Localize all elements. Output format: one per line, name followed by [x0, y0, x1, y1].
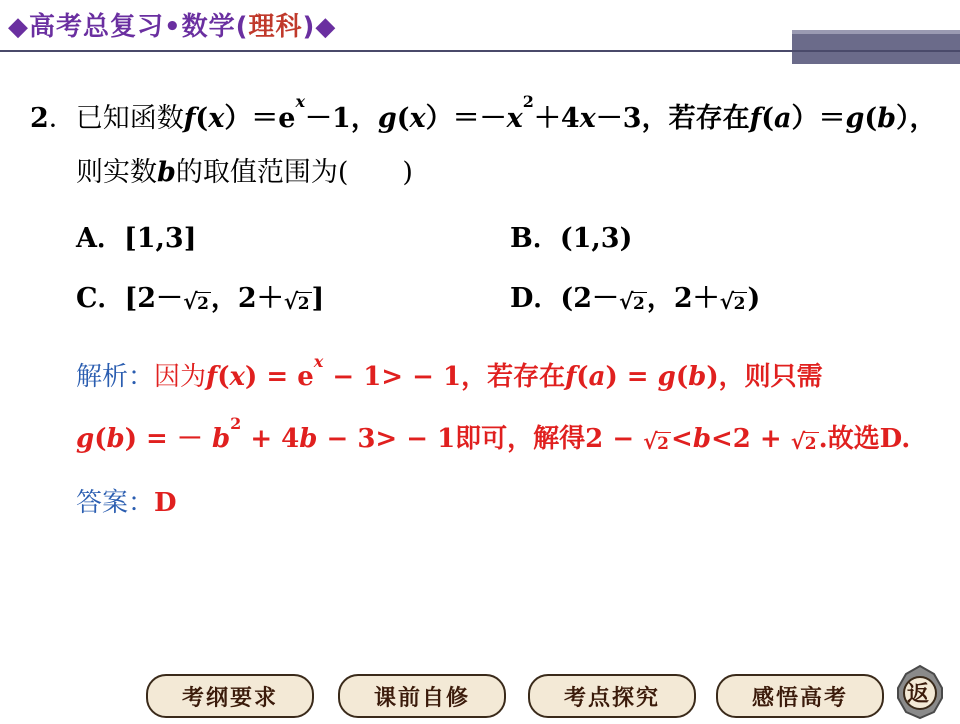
an2-a: ) = － [124, 424, 212, 454]
an1-e: )，则只需 [706, 362, 823, 392]
an1-a2: a [588, 362, 606, 392]
q-sq: 2 [522, 92, 534, 111]
option-c-rad1: 2 [197, 294, 209, 314]
option-c-pre: [2－ [124, 283, 184, 314]
q-exp: x [295, 92, 306, 111]
sqrt-symbol: √ 2 [790, 429, 817, 455]
answer-label: 答案： [76, 488, 155, 518]
option-d-mid: ，2＋ [646, 283, 720, 314]
an2-g: g [76, 424, 95, 454]
option-c[interactable] [76, 276, 324, 315]
an1-f: f [206, 362, 218, 392]
an1-a: 因为 [154, 362, 207, 392]
option-c-label: C． [76, 283, 125, 314]
q-x3: x [506, 103, 523, 134]
sqrt-symbol: √ 2 [618, 289, 645, 315]
back-button[interactable] [890, 664, 950, 720]
q-g: g [377, 103, 397, 134]
option-a[interactable] [76, 216, 196, 255]
sqrt-symbol: √ 2 [643, 429, 670, 455]
an2-sq: 2 [230, 414, 242, 433]
option-c-rad2: 2 [297, 294, 310, 314]
option-c-post: ] [311, 283, 325, 314]
nav-label-2: 课前自修 [373, 685, 470, 711]
option-d-rad1: 2 [632, 294, 645, 314]
an2-c: + 4 [241, 424, 300, 454]
q-mid: ）＝ [791, 103, 846, 134]
an2-b: b [106, 424, 125, 454]
an1-d: ) = [605, 362, 658, 392]
title-paren: 理科 [248, 12, 303, 42]
header-divider [0, 50, 960, 52]
q-a: a [773, 103, 792, 134]
option-a-label: A． [76, 223, 124, 254]
an2-rad1: 2 [657, 434, 670, 454]
q-x2: x [409, 103, 426, 134]
option-c-mid: ，2＋ [210, 283, 284, 314]
nav-label-1: 考纲要求 [181, 685, 278, 711]
nav-label-3: 考点探究 [563, 685, 660, 711]
option-b[interactable] [510, 216, 632, 255]
an2-b2: b [299, 424, 318, 454]
nav-button-reflection[interactable] [716, 674, 884, 718]
question-line-1: 2．已知函数$f(x)=e^x-1$，$g(x)=-x^2+4x-3$，若存在f(a）＝g(b）， [30, 92, 937, 134]
nav-button-exploration[interactable] [528, 674, 696, 718]
an2-b1: b [211, 424, 231, 454]
q-end: －3，若存在 [595, 103, 750, 134]
an1-f2: f [565, 362, 577, 392]
header [0, 0, 960, 70]
q-eq: ）＝e [224, 103, 296, 134]
q-gg: g [845, 103, 865, 134]
an2-lt: < [671, 424, 693, 454]
an2-rad2: 2 [804, 434, 817, 454]
an1-x: x [229, 362, 246, 392]
an2-f: .故选D. [818, 424, 911, 454]
an2-b3: b [692, 424, 711, 454]
option-b-label: B． [510, 223, 560, 254]
sqrt-symbol: √ 2 [719, 289, 746, 315]
an2-d: − 3> − 1即可，解得2 − [317, 424, 644, 454]
an1-g: g [657, 362, 676, 392]
q-ff: f [749, 103, 762, 134]
q-m1: －1， [305, 103, 378, 134]
question-number: 2 [30, 103, 49, 134]
title-end: )◆ [302, 12, 337, 42]
nav-button-preview[interactable] [338, 674, 506, 718]
analysis-line-2: g(b) = － $b^2 + 4b - 3> - 1$即可，解得2 − √ 2<b<2 + √ 2.故选D. [76, 414, 911, 455]
q-f: f [183, 103, 196, 134]
q2-b: b [157, 157, 176, 188]
q-text: ．已知函数 [48, 103, 184, 134]
option-d-label: D． [510, 283, 561, 314]
option-d-rad2: 2 [733, 294, 746, 314]
q-rest: ＋4 [533, 103, 580, 134]
sqrt-symbol: √ 2 [283, 289, 310, 315]
title-main: ◆高考总复习•数学( [8, 12, 249, 42]
option-a-value: [1,3] [123, 223, 197, 254]
option-d-pre: (2－ [560, 283, 619, 314]
analysis-line-1: 解析：因为$f(x) = e^x - 1> - 1$，若存在f(a) = g(b)，则只需 [76, 352, 823, 392]
header-bar [792, 34, 960, 64]
an1-b: ) = e [245, 362, 314, 392]
back-label: 返 [907, 682, 930, 707]
analysis-label: 解析： [76, 362, 155, 392]
sqrt-symbol: √ 2 [183, 289, 209, 315]
q-eq2: ）＝－ [425, 103, 507, 134]
q-x4: x [579, 103, 596, 134]
an1-c: − 1> − 1，若存在 [323, 362, 566, 392]
q-b: b [877, 103, 897, 134]
option-d-post: ) [747, 283, 761, 314]
q2-prefix: 则实数 [76, 157, 157, 188]
nav-label-4: 感悟高考 [751, 685, 848, 711]
answer-value: D [154, 488, 177, 518]
page-title [8, 6, 336, 43]
q-x: x [208, 103, 225, 134]
an1-b2: b [688, 362, 707, 392]
option-d[interactable] [510, 276, 760, 315]
an2-e: <2 + [711, 424, 791, 454]
nav-button-exam-outline[interactable] [146, 674, 314, 718]
q-tail: ）， [896, 103, 937, 134]
question-line-2 [76, 150, 413, 189]
answer-line [76, 482, 177, 519]
option-b-value: (1,3) [559, 223, 633, 254]
an1-exp: x [313, 352, 324, 371]
q2-suffix: 的取值范围为( ) [175, 157, 413, 188]
